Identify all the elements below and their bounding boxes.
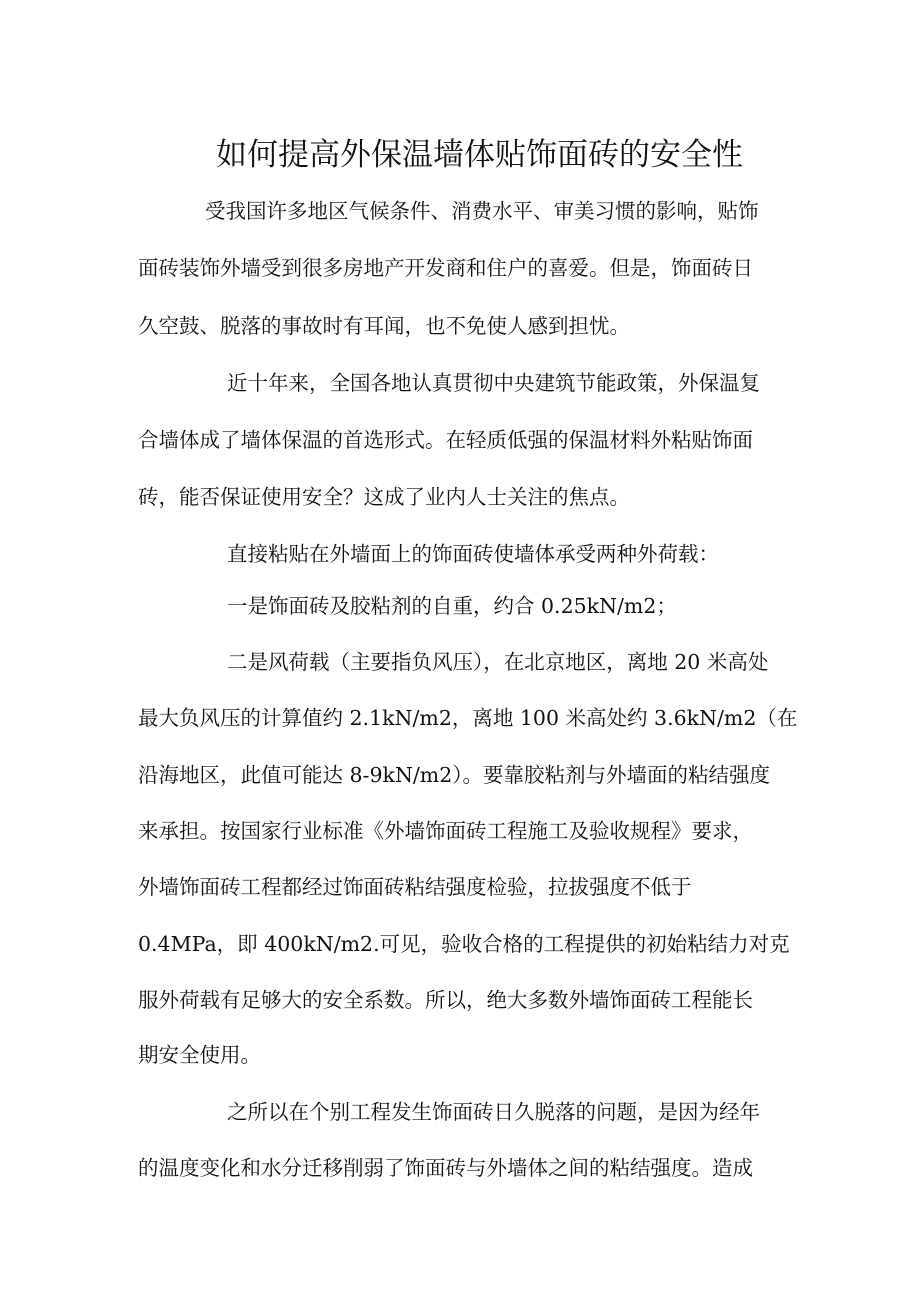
paragraph-line: 最大负风压的计算值约 2.1kN/m2，离地 100 米高处约 3.6kN/m2（在	[138, 706, 798, 730]
paragraph-line: 近十年来，全国各地认真贯彻中央建筑节能政策，外保温复	[227, 371, 760, 395]
paragraph-line: 二是风荷载（主要指负风压），在北京地区，离地 20 米高处	[227, 650, 769, 674]
paragraph-line: 的温度变化和水分迁移削弱了饰面砖与外墙体之间的粘结强度。造成	[138, 1156, 753, 1180]
paragraph-line: 期安全使用。	[138, 1043, 261, 1067]
paragraph-line: 来承担。按国家行业标准《外墙饰面砖工程施工及验收规程》要求，	[138, 819, 753, 843]
paragraph-line: 一是饰面砖及胶粘剂的自重，约合 0.25kN/m2；	[227, 594, 677, 618]
paragraph-line: 之所以在个别工程发生饰面砖日久脱落的问题，是因为经年	[227, 1100, 760, 1124]
document-title: 如何提高外保温墙体贴饰面砖的安全性	[216, 136, 743, 173]
paragraph-line: 外墙饰面砖工程都经过饰面砖粘结强度检验，拉拔强度不低于	[138, 875, 692, 899]
paragraph-line: 受我国许多地区气候条件、消费水平、审美习惯的影响，贴饰	[205, 199, 759, 223]
paragraph-line: 久空鼓、脱落的事故时有耳闻，也不免使人感到担忧。	[138, 314, 630, 338]
paragraph-line: 直接粘贴在外墙面上的饰面砖使墙体承受两种外荷载：	[227, 542, 719, 566]
paragraph-line: 0.4MPa，即 400kN/m2.可见，验收合格的工程提供的初始粘结力对克	[138, 932, 790, 956]
paragraph-line: 合墙体成了墙体保温的首选形式。在轻质低强的保温材料外粘贴饰面	[138, 428, 753, 452]
paragraph-line: 面砖装饰外墙受到很多房地产开发商和住户的喜爱。但是，饰面砖日	[138, 256, 753, 280]
paragraph-line: 沿海地区，此值可能达 8-9kN/m2）。要靠胶粘剂与外墙面的粘结强度	[138, 763, 771, 787]
paragraph-line: 砖，能否保证使用安全？这成了业内人士关注的焦点。	[138, 485, 630, 509]
paragraph-line: 服外荷载有足够大的安全系数。所以，绝大多数外墙饰面砖工程能长	[138, 988, 753, 1012]
